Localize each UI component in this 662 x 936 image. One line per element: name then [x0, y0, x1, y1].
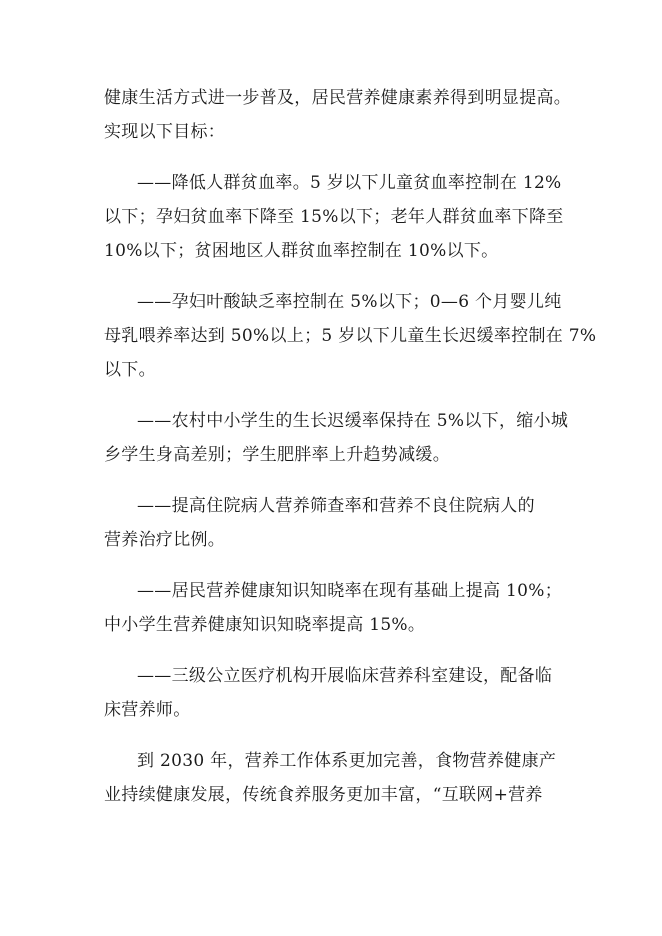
text-line: 母乳喂养率达到 50%以上；5 岁以下儿童生长迟缓率控制在 7%	[104, 326, 597, 346]
text-line: ——三级公立医疗机构开展临床营养科室建设，配备临	[137, 666, 553, 686]
text-line: 10%以下；贫困地区人群贫血率控制在 10%以下。	[104, 241, 499, 261]
text-line: 到 2030 年，营养工作体系更加完善，食物营养健康产	[137, 751, 557, 771]
text-line: 床营养师。	[104, 700, 191, 720]
text-line: ——提高住院病人营养筛查率和营养不良住院病人的	[137, 496, 535, 516]
text-line: 营养治疗比例。	[104, 530, 226, 550]
text-line: ——孕妇叶酸缺乏率控制在 5%以下；0—6 个月婴儿纯	[137, 292, 562, 312]
text-line: 健康生活方式进一步普及，居民营养健康素养得到明显提高。	[104, 88, 572, 108]
text-line: ——居民营养健康知识知晓率在现有基础上提高 10%；	[137, 581, 562, 601]
text-line: 乡学生身高差别；学生肥胖率上升趋势减缓。	[104, 445, 450, 465]
text-line: 中小学生营养健康知识知晓率提高 15%。	[104, 615, 426, 635]
text-line: ——农村中小学生的生长迟缓率保持在 5%以下，缩小城	[137, 411, 569, 431]
text-line: 业持续健康发展，传统食养服务更加丰富，“互联网+营养	[104, 785, 543, 805]
text-line: ——降低人群贫血率。5 岁以下儿童贫血率控制在 12%	[137, 173, 562, 193]
text-line: 以下；孕妇贫血率下降至 15%以下；老年人群贫血率下降至	[104, 207, 564, 227]
text-line: 实现以下目标：	[104, 122, 226, 142]
text-line: 以下。	[104, 360, 156, 380]
